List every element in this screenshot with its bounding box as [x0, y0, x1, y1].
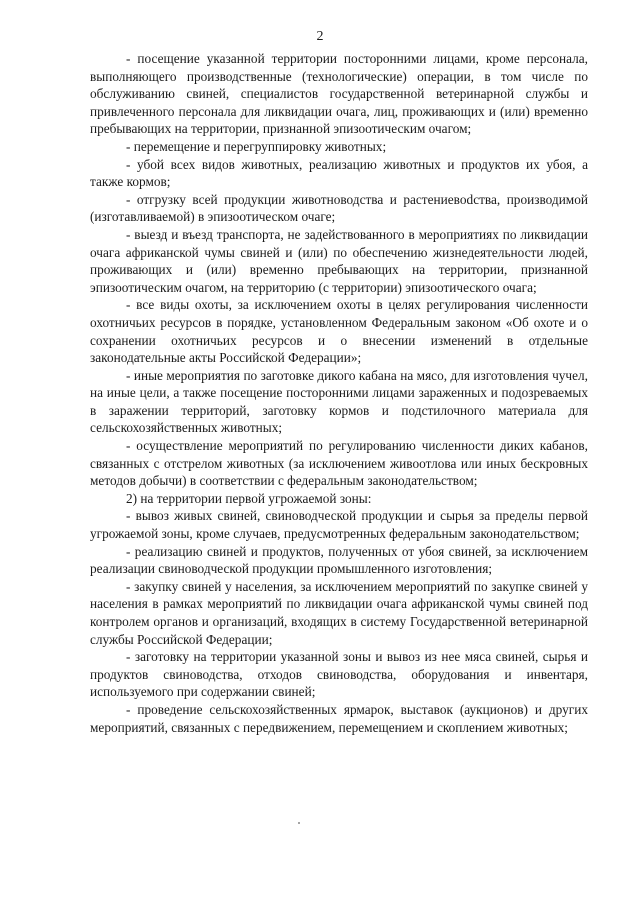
list-item: - отгрузку всей продукции животноводства и растениевodства, производимой (изготавливаемой) в эпизоотическом очаге; — [90, 191, 588, 225]
list-item: - вывоз живых свиней, свиноводческой продукции и сырья за пределы первой угрожаемой зоны, кроме случаев, предусмотренных федеральным законодательством; — [90, 508, 588, 542]
list-item: - закупку свиней у населения, за исключением мероприятий по закупке свиней у населения в рамках мероприятий по ликвидации очага африканской чумы свиней под контролем органов и организаций, входящих в систему Государственной ветеринарной службы Российской Федерации; — [90, 578, 588, 647]
list-item: - осуществление мероприятий по регулированию численности диких кабанов, связанных с отстрелом животных (за исключением живоотлова или иных бескровных методов добычи) в соответствии с федеральным законодательством; — [90, 438, 588, 489]
scan-speck — [298, 822, 300, 824]
list-item: - выезд и въезд транспорта, не задействованного в мероприятиях по ликвидации очага африканской чумы свиней и (или) по обеспечению жизнедеятельности людей, проживающих и (или) временно пребывающих на территории, признанной эпизоотическим очагом, на территорию (с территории) эпизоотического очага; — [90, 226, 588, 295]
page-number: 2 — [316, 29, 324, 44]
list-item: - реализацию свиней и продуктов, полученных от убоя свиней, за исключением реализации свиноводческой продукции промышленного изготовления; — [90, 543, 588, 577]
list-item: - перемещение и перегруппировку животных; — [126, 138, 387, 154]
section-heading: 2) на территории первой угрожаемой зоны: — [126, 490, 372, 506]
list-item: - посещение указанной территории посторонними лицами, кроме персонала, выполняющего производственные (технологические) операции, в том числе по обслуживанию свиней, специалистов государственной ветеринарной службы и привлеченного персонала для ликвидации очага, лиц, проживающих и (или) временно пребывающих на территории, признанной эпизоотическим очагом; — [90, 51, 588, 137]
list-item: - убой всех видов животных, реализацию животных и продуктов их убоя, а также кормов; — [90, 156, 588, 190]
list-item: - иные мероприятия по заготовке дикого кабана на мясо, для изготовления чучел, на иные цели, а также посещение посторонними лицами зараженных и подозреваемых в заражении территорий, заготовку кормов и подстилочного материала для сельскохозяйственных животных; — [90, 367, 588, 436]
list-item: - все виды охоты, за исключением охоты в целях регулирования численности охотничьих ресурсов в порядке, установленном Федеральным законом «Об охоте и о сохранении охотничьих ресурсов и о внесении изменений в отдельные законодательные акты Российской Федерации»; — [90, 297, 588, 366]
document-body — [90, 50, 588, 736]
list-item: - заготовку на территории указанной зоны и вывоз из нее мяса свиней, сырья и продуктов свиноводства, отходов свиноводства, оборудования и инвентаря, используемого при содержании свиней; — [90, 649, 588, 700]
list-item: - проведение сельскохозяйственных ярмарок, выставок (аукционов) и других мероприятий, связанных с передвижением, перемещением и скоплением животных; — [90, 701, 588, 735]
